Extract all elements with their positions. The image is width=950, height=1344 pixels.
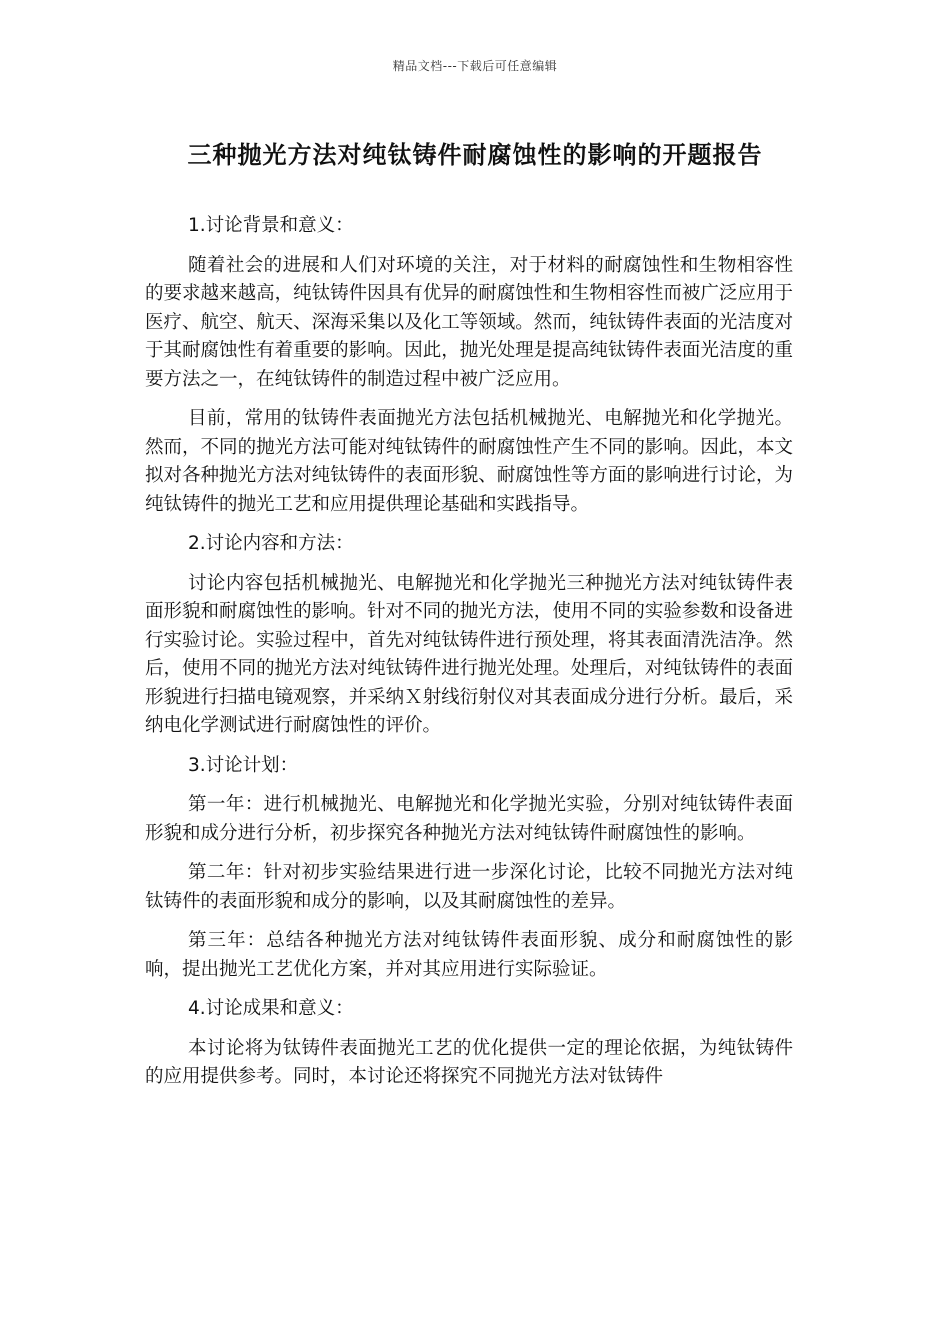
paragraph-plan-year-1: 第一年：进行机械抛光、电解抛光和化学抛光实验，分别对纯钛铸件表面形貌和成分进行分析，初步探究各种抛光方法对纯钛铸件耐腐蚀性的影响。 xyxy=(145,794,793,844)
paragraph-plan-year-2: 第二年：针对初步实验结果进行进一步深化讨论，比较不同抛光方法对纯钛铸件的表面形貌和成分的影响，以及其耐腐蚀性的差异。 xyxy=(145,862,793,912)
section-heading-background: 1.讨论背景和意义： xyxy=(188,215,354,236)
paragraph-background-2: 目前，常用的钛铸件表面抛光方法包括机械抛光、电解抛光和化学抛光。然而，不同的抛光方法可能对纯钛铸件的耐腐蚀性产生不同的影响。因此，本文拟对各种抛光方法对纯钛铸件的表面形貌、耐腐蚀性等方面的影响进行讨论，为纯钛铸件的抛光工艺和应用提供理论基础和实践指导。 xyxy=(145,408,793,515)
paragraph-background-1: 随着社会的进展和人们对环境的关注，对于材料的耐腐蚀性和生物相容性的要求越来越高，纯钛铸件因具有优异的耐腐蚀性和生物相容性而被广泛应用于医疗、航空、航天、深海采集以及化工等领域。然而，纯钛铸件表面的光洁度对于其耐腐蚀性有着重要的影响。因此，抛光处理是提高纯钛铸件表面光洁度的重要方法之一，在纯钛铸件的制造过程中被广泛应用。 xyxy=(145,254,793,390)
section-heading-content-method: 2.讨论内容和方法： xyxy=(188,533,354,554)
paragraph-results: 本讨论将为钛铸件表面抛光工艺的优化提供一定的理论依据，为纯钛铸件的应用提供参考。同时，本讨论还将探究不同抛光方法对钛铸件 xyxy=(145,1037,793,1087)
section-heading-plan: 3.讨论计划： xyxy=(188,754,299,776)
paragraph-content-method: 讨论内容包括机械抛光、电解抛光和化学抛光三种抛光方法对纯钛铸件表面形貌和耐腐蚀性的影响。针对不同的抛光方法，使用不同的实验参数和设备进行实验讨论。实验过程中，首先对纯钛铸件进行预处理，将其表面清洗洁净。然后，使用不同的抛光方法对纯钛铸件进行抛光处理。处理后，对纯钛铸件的表面形貌进行扫描电镜观察，并采纳Ｘ射线衍射仪对其表面成分进行分析。最后，采纳电化学测试进行耐腐蚀性的评价。 xyxy=(145,572,793,736)
paragraph-plan-year-3: 第三年：总结各种抛光方法对纯钛铸件表面形貌、成分和耐腐蚀性的影响，提出抛光工艺优化方案，并对其应用进行实际验证。 xyxy=(145,930,793,980)
document-title: 三种抛光方法对纯钛铸件耐腐蚀性的影响的开题报告 xyxy=(187,141,763,169)
document-body xyxy=(145,212,793,1103)
section-heading-results: 4.讨论成果和意义： xyxy=(188,998,354,1019)
header-note: 精品文档---下载后可任意编辑 xyxy=(392,59,558,73)
